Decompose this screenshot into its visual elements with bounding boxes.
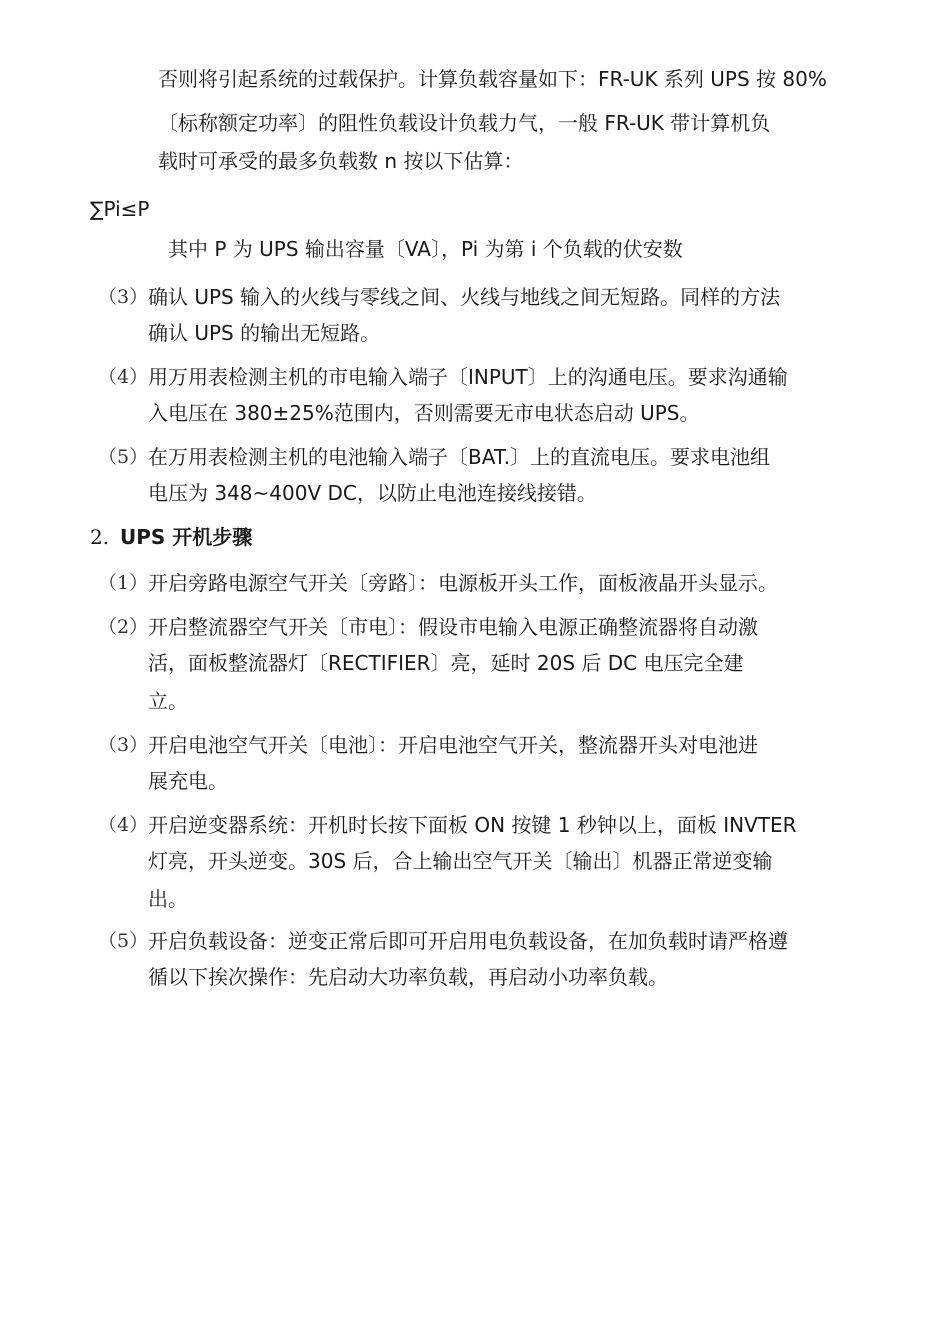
- check-4-number: （4）: [98, 366, 149, 388]
- formula: ∑Pi≤P: [90, 197, 150, 221]
- check-3-number: （3）: [98, 286, 149, 308]
- check-4-line-1: 用万用表检测主机的市电输入端子〔INPUT〕上的沟通电压。要求沟通输: [148, 365, 788, 389]
- check-3-line-1: 确认 UPS 输入的火线与零线之间、火线与地线之间无短路。同样的方法: [148, 285, 781, 309]
- check-4-line-2: 入电压在 380±25%范围内，否则需要无市电状态启动 UPS。: [148, 401, 700, 425]
- step-3-line-2: 展充电。: [148, 769, 228, 793]
- check-5-line-2: 电压为 348~400V DC，以防止电池连接线接错。: [148, 481, 597, 505]
- step-4-line-1: 开启逆变器系统：开机时长按下面板 ON 按键 1 秒钟以上，面板 INVTER: [148, 813, 797, 837]
- step-4-line-2: 灯亮，开头逆变。30S 后，合上输出空气开关〔输出〕机器正常逆变输: [148, 849, 773, 873]
- section-2-number: 2.: [90, 525, 110, 549]
- step-1-number: （1）: [98, 572, 149, 594]
- step-5-line-2: 循以下挨次操作：先启动大功率负载，再启动小功率负载。: [148, 965, 668, 989]
- step-2-number: （2）: [98, 616, 149, 638]
- step-5-line-1: 开启负载设备：逆变正常后即可开启用电负载设备，在加负载时请严格遵: [148, 929, 788, 953]
- formula-note: 其中 P 为 UPS 输出容量〔VA〕，Pi 为第 i 个负载的伏安数: [168, 237, 683, 261]
- step-4-number: （4）: [98, 814, 149, 836]
- check-5-number: （5）: [98, 446, 149, 468]
- step-3-line-1: 开启电池空气开关〔电池〕：开启电池空气开关，整流器开头对电池进: [148, 733, 758, 757]
- intro-line-2: 〔标称额定功率〕的阻性负载设计负载力气，一般 FR-UK 带计算机负: [158, 111, 771, 135]
- step-2-line-3: 立。: [148, 689, 188, 713]
- section-2-title: UPS 开机步骤: [120, 525, 253, 549]
- check-5-line-1: 在万用表检测主机的电池输入端子〔BAT.〕上的直流电压。要求电池组: [148, 445, 771, 469]
- step-2-line-2: 活，面板整流器灯〔RECTIFIER〕亮，延时 20S 后 DC 电压完全建: [148, 651, 744, 675]
- step-3-number: （3）: [98, 734, 149, 756]
- step-5-number: （5）: [98, 930, 149, 952]
- step-4-line-3: 出。: [148, 887, 188, 911]
- intro-line-3: 载时可承受的最多负载数 n 按以下估算：: [158, 149, 524, 173]
- intro-line-1: 否则将引起系统的过载保护。计算负载容量如下：FR-UK 系列 UPS 按 80%: [158, 67, 827, 91]
- step-2-line-1: 开启整流器空气开关〔市电〕：假设市电输入电源正确整流器将自动激: [148, 615, 758, 639]
- check-3-line-2: 确认 UPS 的输出无短路。: [148, 321, 381, 345]
- step-1-line-1: 开启旁路电源空气开关〔旁路〕：电源板开头工作，面板液晶开头显示。: [148, 571, 778, 595]
